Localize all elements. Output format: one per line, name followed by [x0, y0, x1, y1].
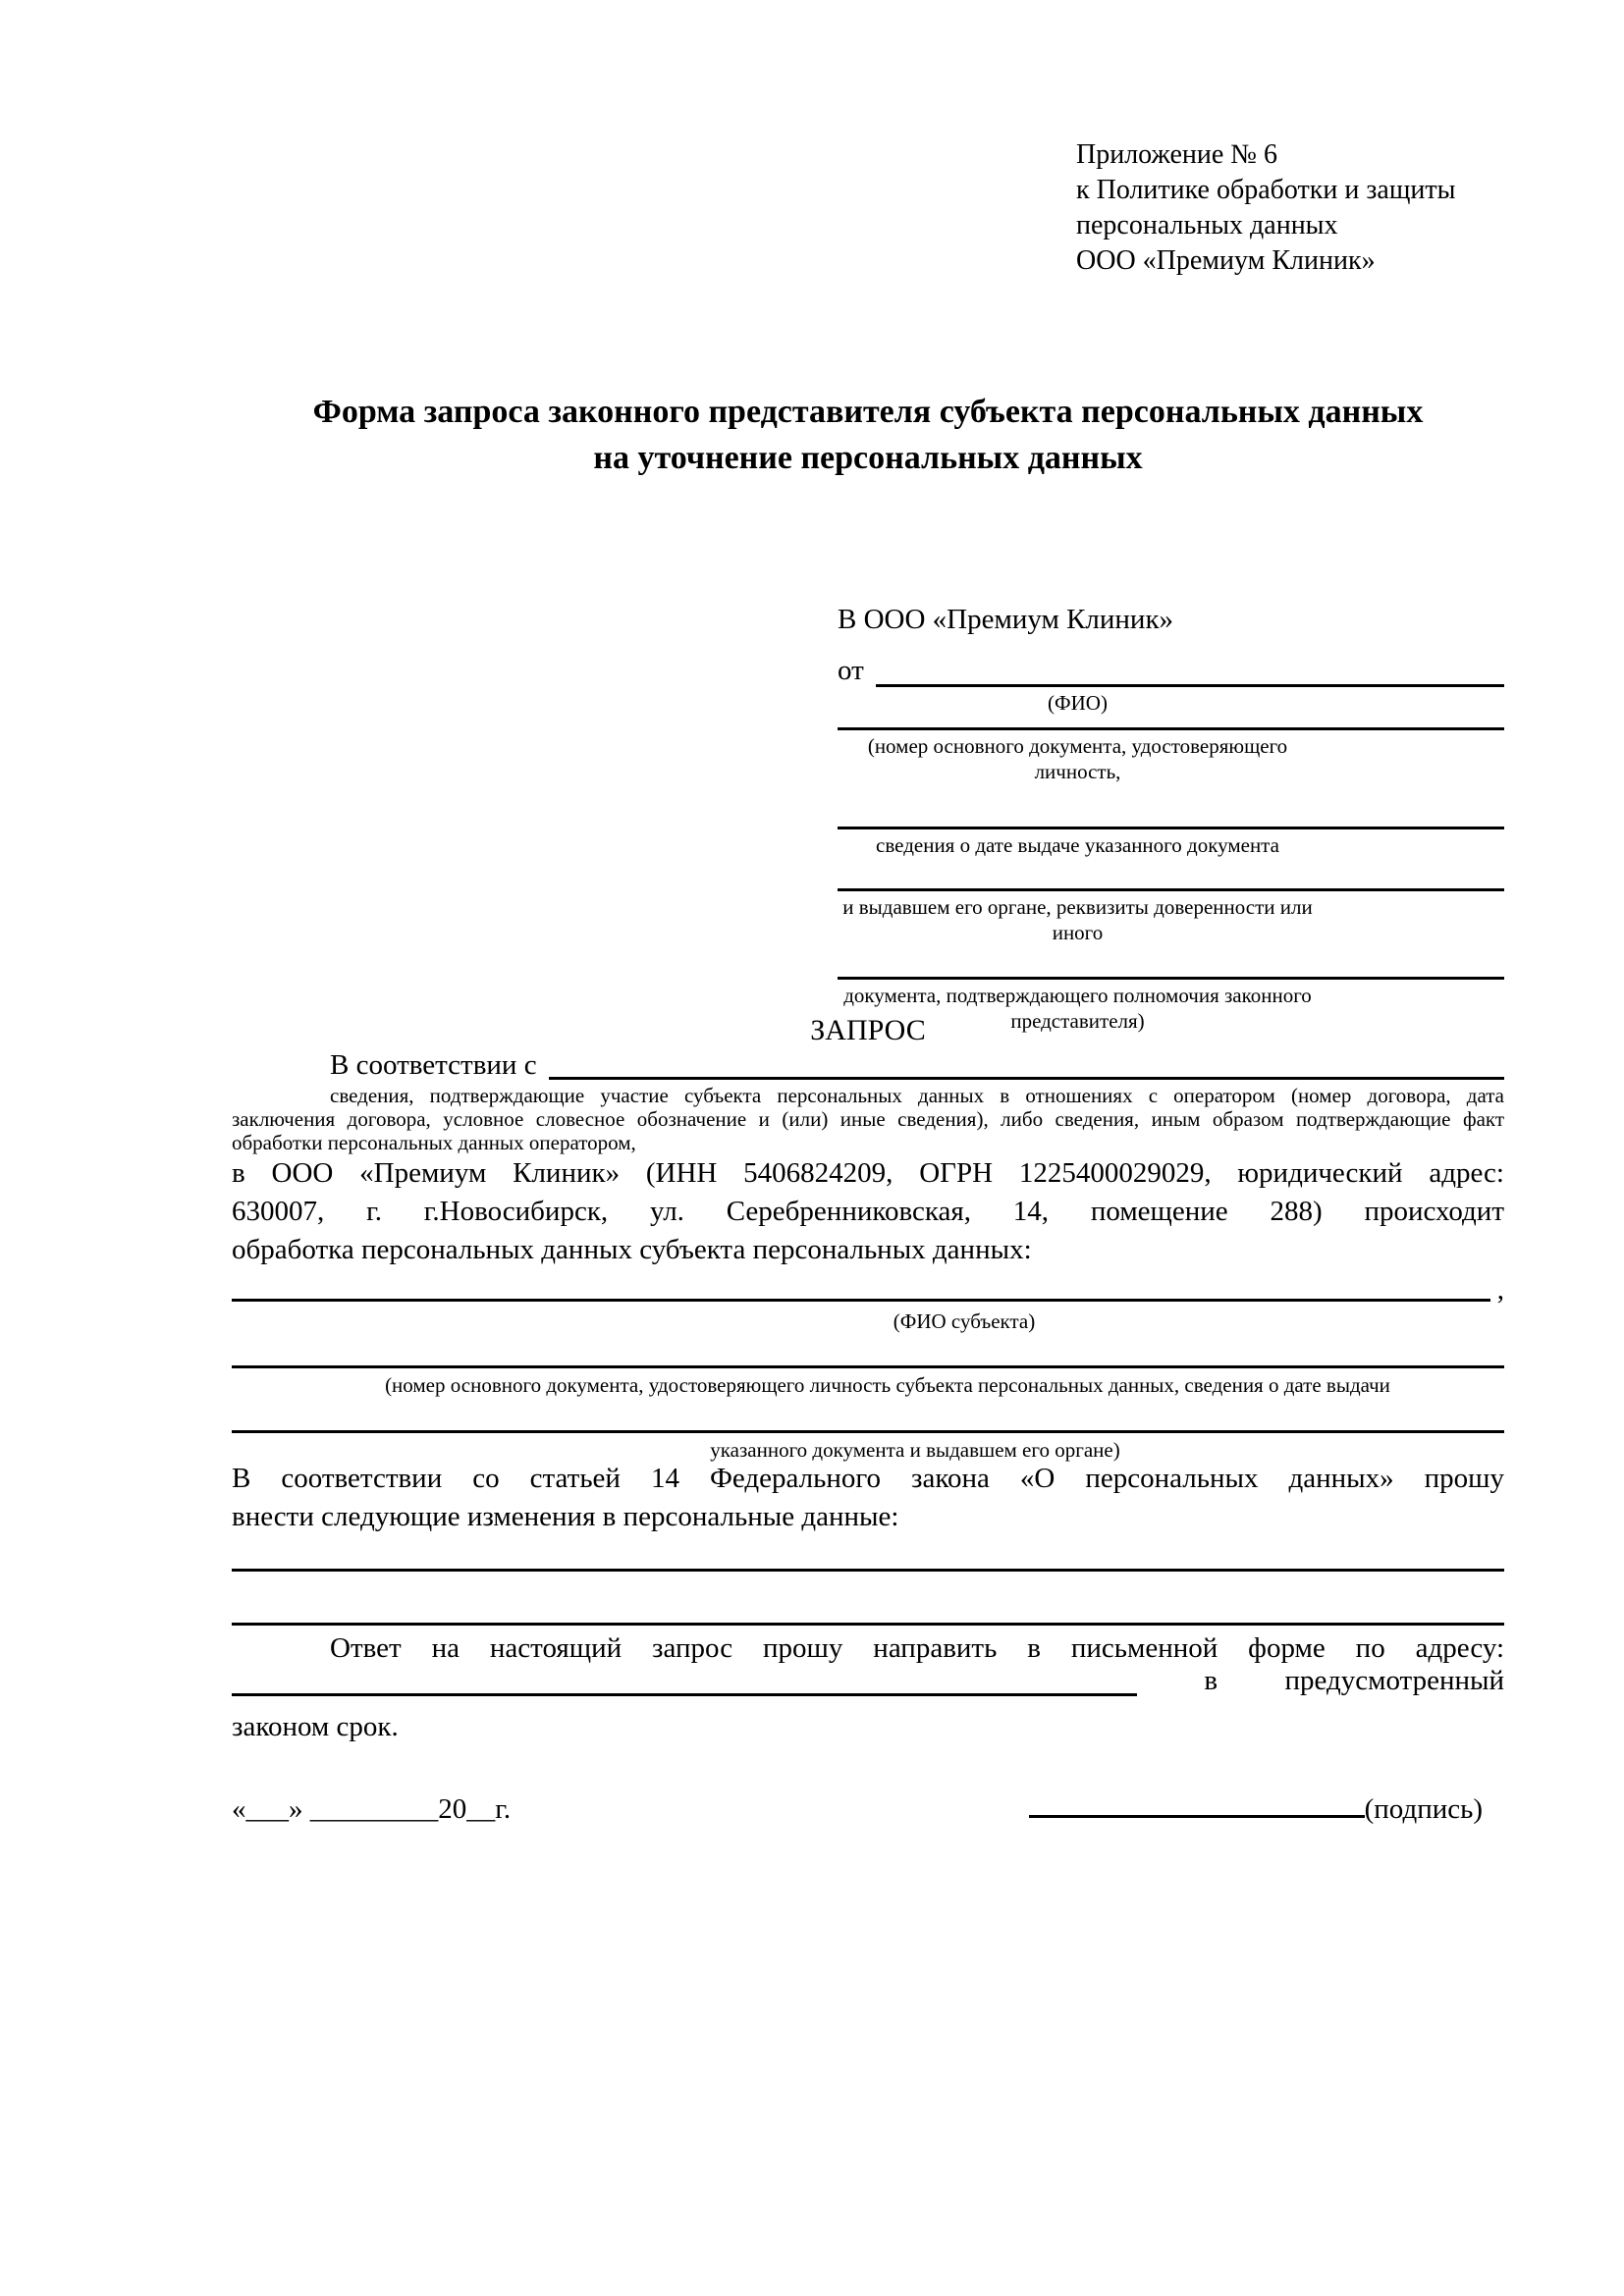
field-blank-line: [838, 784, 1504, 829]
field-caption: (номер основного документа, удостоверяющего личность,: [867, 734, 1288, 783]
intro-row: [232, 1049, 1504, 1081]
title-line: на уточнение персональных данных: [593, 440, 1143, 476]
subject-doc-blank-line-1: [232, 1365, 1504, 1368]
address-blank-line: [232, 1657, 1137, 1696]
recipient-field: [838, 716, 1504, 784]
operator-line: в ООО «Премиум Клиник» (ИНН 5406824209, ОГРН 1225400029029, юридический адрес:: [232, 1157, 1504, 1189]
document-title: [232, 389, 1504, 481]
footnote-line: заключения договора, условное словесное обозначение и (или) иные сведения), либо сведения, иным образом подтверждающие факт: [232, 1107, 1504, 1131]
operator-paragraph: [232, 1154, 1504, 1269]
subject-fio-row: [232, 1258, 1504, 1306]
recipient-from-row: [838, 638, 1504, 687]
footer-row: [232, 1779, 1504, 1826]
recipient-field: [838, 858, 1504, 945]
signature-caption: (подпись): [1364, 1793, 1483, 1825]
date-line: «___» _________20__г.: [232, 1793, 512, 1825]
recipient-to: В ООО «Премиум Клиник»: [838, 604, 1174, 635]
subject-fio-caption: (ФИО субъекта): [893, 1309, 1036, 1333]
appendix-line: ООО «Премиум Клиник»: [1076, 245, 1376, 276]
operator-line: обработка персональных данных субъекта персональных данных:: [232, 1234, 1032, 1265]
field-blank-line: [838, 858, 1504, 891]
field-caption: и выдавшем его органе, реквизиты доверенности или иного: [842, 895, 1313, 944]
signature-blank-line: [1029, 1815, 1365, 1818]
law-paragraph: [232, 1460, 1504, 1536]
basis-blank-line: [549, 1077, 1504, 1080]
representative-fio-blank-line: [876, 684, 1504, 687]
trailing-comma: ,: [1496, 1274, 1504, 1306]
reply-paragraph-line3: законом срок.: [232, 1711, 399, 1742]
intro-prefix: В соответствии с: [330, 1049, 537, 1081]
reply-word: предусмотренный: [1284, 1665, 1504, 1696]
field-blank-line: [838, 945, 1504, 980]
title-line: Форма запроса законного представителя субъекта персональных данных: [312, 394, 1424, 430]
from-label: от: [838, 655, 864, 686]
field-blank-line: [838, 716, 1504, 730]
changes-blank-line-1: [232, 1569, 1504, 1572]
operator-line: 630007, г. г.Новосибирск, ул. Серебренниковская, 14, помещение 288) происходит: [232, 1196, 1504, 1227]
subject-doc-blank-line-2: [232, 1430, 1504, 1433]
reply-address-row: [232, 1657, 1504, 1696]
field-caption: сведения о дате выдаче указанного документа: [876, 833, 1279, 857]
footnote-line: сведения, подтверждающие участие субъекта персональных данных в отношениях с оператором (номер договора, дата: [330, 1084, 1504, 1107]
subject-fio-blank-line: [232, 1299, 1490, 1302]
law-line: внести следующие изменения в персональные данные:: [232, 1501, 899, 1532]
recipient-field: [838, 784, 1504, 858]
recipient-block: [838, 601, 1504, 1034]
appendix-note: [1076, 137, 1455, 279]
request-heading: ЗАПРОС: [810, 1014, 926, 1046]
signature-group: [1029, 1793, 1483, 1826]
appendix-line: к Политике обработки и защиты: [1076, 175, 1456, 205]
fio-caption: (ФИО): [1048, 691, 1108, 715]
reply-word: в: [1204, 1665, 1218, 1696]
footnote-line: обработки персональных данных оператором,: [232, 1131, 636, 1154]
law-line: В соответствии со статьей 14 Федерального закона «О персональных данных» прошу: [232, 1463, 1504, 1494]
appendix-line: Приложение № 6: [1076, 139, 1277, 170]
subject-doc-caption-1: (номер основного документа, удостоверяющего личность субъекта персональных данных, сведения о дате выдачи: [385, 1373, 1390, 1397]
appendix-line: персональных данных: [1076, 210, 1338, 240]
footnote: [232, 1084, 1504, 1154]
reply-paragraph-line1: Ответ на настоящий запрос прошу направить в письменной форме по адресу:: [330, 1632, 1504, 1664]
subject-doc-caption-2: указанного документа и выдавшем его органе): [710, 1438, 1120, 1462]
field-caption: документа, подтверждающего полномочия законного представителя): [843, 984, 1312, 1033]
changes-blank-line-2: [232, 1623, 1504, 1626]
